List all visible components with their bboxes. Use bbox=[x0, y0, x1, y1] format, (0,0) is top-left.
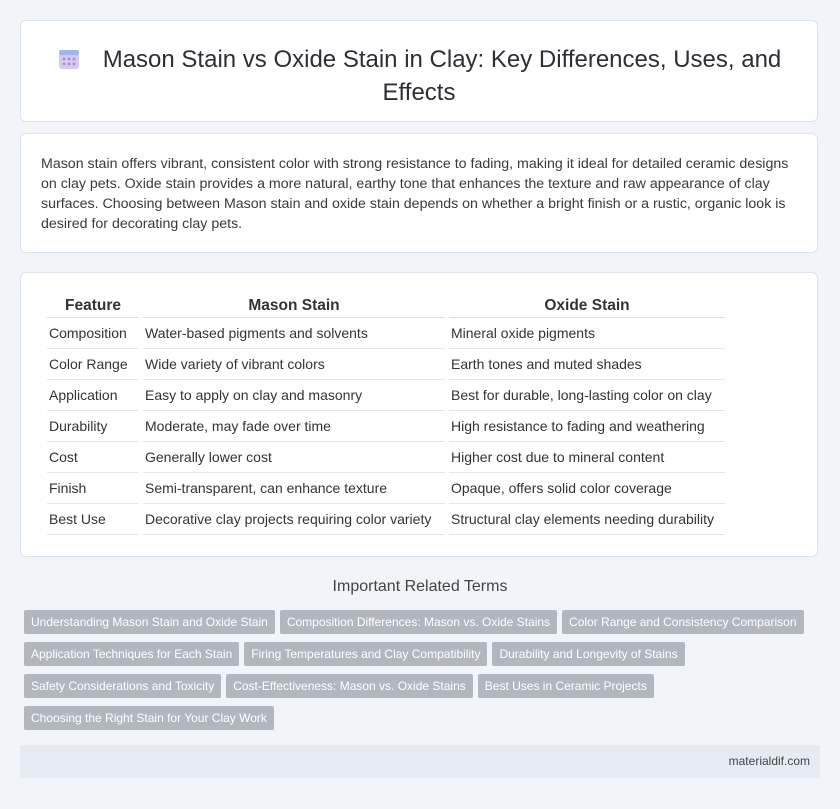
related-term-tag[interactable]: Understanding Mason Stain and Oxide Stain bbox=[24, 610, 275, 634]
table-row bbox=[47, 504, 725, 535]
intro-card bbox=[20, 133, 818, 253]
table-row bbox=[47, 442, 725, 473]
cell-oxide: Earth tones and muted shades bbox=[449, 349, 725, 380]
cell-oxide: Mineral oxide pigments bbox=[449, 318, 725, 349]
table-row bbox=[47, 411, 725, 442]
table-row bbox=[47, 318, 725, 349]
cell-oxide: High resistance to fading and weathering bbox=[449, 411, 725, 442]
related-term-tag[interactable]: Best Uses in Ceramic Projects bbox=[478, 674, 654, 698]
cell-feature: Composition bbox=[47, 318, 139, 349]
table-header-row bbox=[47, 295, 725, 318]
calendar-grid-icon bbox=[57, 47, 81, 78]
related-term-tag[interactable]: Durability and Longevity of Stains bbox=[492, 642, 684, 666]
footer bbox=[20, 745, 820, 778]
cell-feature: Cost bbox=[47, 442, 139, 473]
footer-site: materialdif.com bbox=[728, 754, 810, 768]
cell-feature: Durability bbox=[47, 411, 139, 442]
table-row bbox=[47, 349, 725, 380]
intro-text: Mason stain offers vibrant, consistent color with strong resistance to fading, making it ideal for detailed ceramic designs on clay pets. Oxide stain provides a more natural, earthy tone that enhances the texture and raw appearance of clay surfaces. Choosing between Mason stain and oxide stain depends on whether a bright finish or a rustic, organic look is desired for decorating clay pets. bbox=[41, 156, 789, 232]
related-terms-list bbox=[24, 610, 824, 738]
related-term-tag[interactable]: Composition Differences: Mason vs. Oxide Stains bbox=[280, 610, 557, 634]
related-term-tag[interactable]: Application Techniques for Each Stain bbox=[24, 642, 239, 666]
related-term-tag[interactable]: Firing Temperatures and Clay Compatibility bbox=[244, 642, 487, 666]
cell-feature: Application bbox=[47, 380, 139, 411]
column-header-feature: Feature bbox=[47, 295, 139, 318]
cell-mason: Wide variety of vibrant colors bbox=[143, 349, 445, 380]
cell-mason: Generally lower cost bbox=[143, 442, 445, 473]
page-title-wrap bbox=[21, 45, 817, 107]
table-row bbox=[47, 380, 725, 411]
column-header-mason: Mason Stain bbox=[143, 295, 445, 318]
related-terms-title: Important Related Terms bbox=[332, 578, 508, 595]
related-term-tag[interactable]: Color Range and Consistency Comparison bbox=[562, 610, 803, 634]
related-term-tag[interactable]: Cost-Effectiveness: Mason vs. Oxide Stains bbox=[226, 674, 473, 698]
table-row bbox=[47, 473, 725, 504]
cell-mason: Easy to apply on clay and masonry bbox=[143, 380, 445, 411]
comparison-card bbox=[20, 272, 818, 557]
page-title: Mason Stain vs Oxide Stain in Clay: Key Differences, Uses, and Effects bbox=[102, 46, 782, 106]
cell-mason: Semi-transparent, can enhance texture bbox=[143, 473, 445, 504]
cell-oxide: Best for durable, long-lasting color on clay bbox=[449, 380, 725, 411]
comparison-table bbox=[43, 295, 729, 535]
cell-mason: Water-based pigments and solvents bbox=[143, 318, 445, 349]
cell-feature: Color Range bbox=[47, 349, 139, 380]
cell-feature: Finish bbox=[47, 473, 139, 504]
cell-oxide: Structural clay elements needing durability bbox=[449, 504, 725, 535]
column-header-oxide: Oxide Stain bbox=[449, 295, 725, 318]
cell-feature: Best Use bbox=[47, 504, 139, 535]
cell-oxide: Higher cost due to mineral content bbox=[449, 442, 725, 473]
cell-mason: Moderate, may fade over time bbox=[143, 411, 445, 442]
related-term-tag[interactable]: Choosing the Right Stain for Your Clay Work bbox=[24, 706, 274, 730]
cell-oxide: Opaque, offers solid color coverage bbox=[449, 473, 725, 504]
header-card bbox=[20, 20, 818, 122]
related-term-tag[interactable]: Safety Considerations and Toxicity bbox=[24, 674, 221, 698]
cell-mason: Decorative clay projects requiring color variety bbox=[143, 504, 445, 535]
